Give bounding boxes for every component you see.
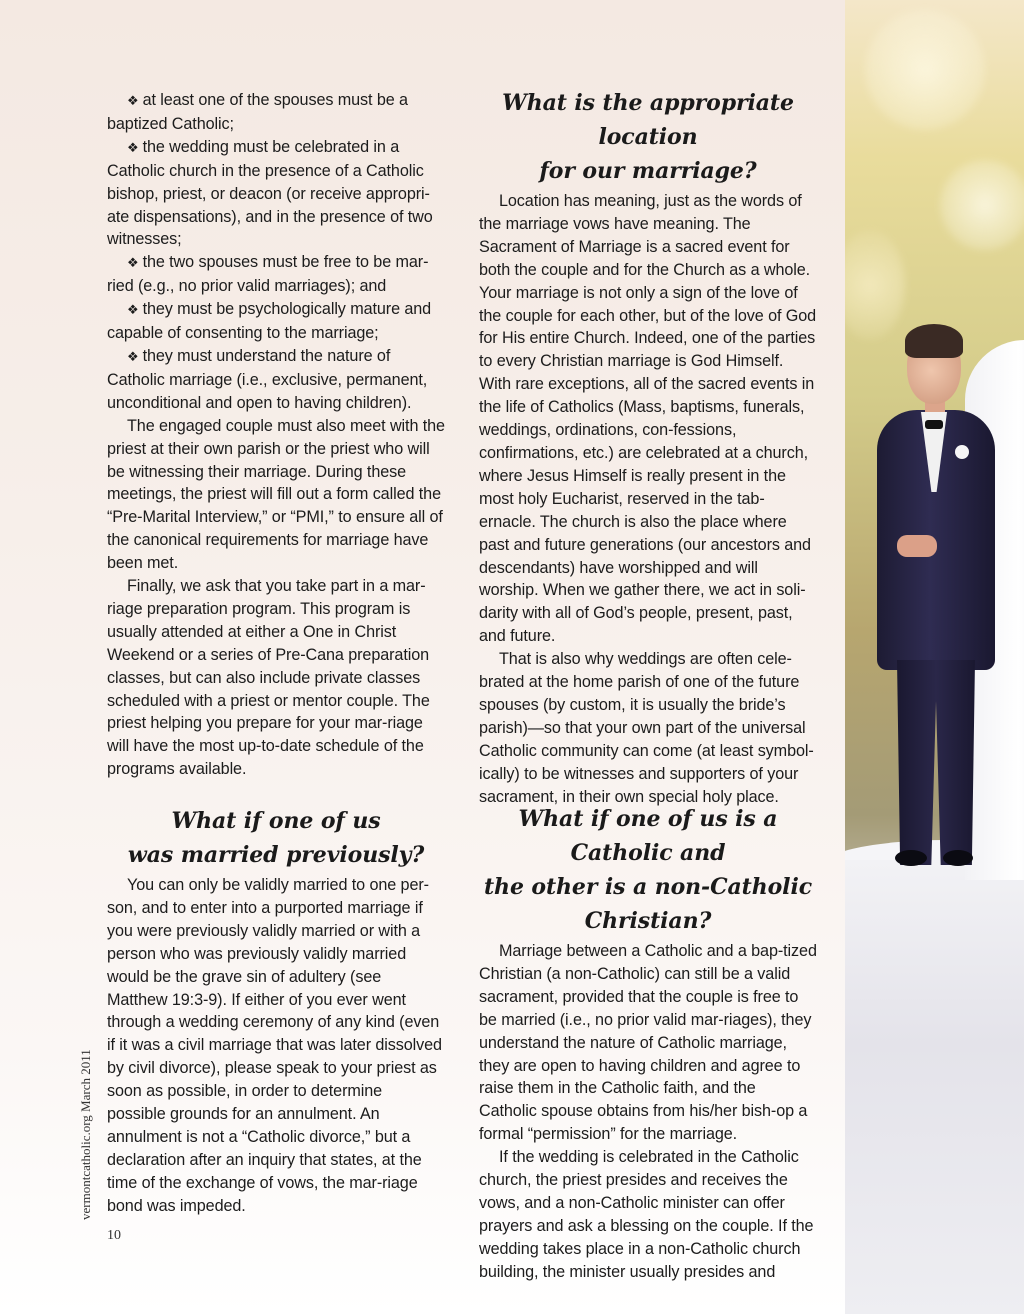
- groom-hair: [905, 324, 963, 358]
- requirement-item: [107, 136, 445, 252]
- diamond-bullet-icon: ❖: [127, 139, 139, 155]
- groom-shoe: [943, 850, 973, 866]
- requirement-item: [107, 251, 445, 298]
- heading-line: What if one of us is a Catholic and: [518, 806, 778, 866]
- bokeh-light: [865, 10, 985, 130]
- requirement-text: they must understand the nature of Catholic marriage (i.e., exclusive, permanent, unconditional and open to having children).: [107, 346, 428, 412]
- wedding-cake-topper-photo: [845, 0, 1024, 1314]
- left-column-requirements: [107, 89, 445, 781]
- requirement-text: they must be psychologically mature and capable of consenting to the marriage;: [107, 300, 432, 343]
- heading-line: the other is a non-Catholic Christian?: [483, 874, 812, 934]
- publication-footer: vermontcatholic.org March 2011: [78, 1049, 93, 1220]
- bokeh-light: [845, 230, 905, 340]
- groom-hand: [897, 535, 937, 557]
- section-heading: [479, 802, 817, 938]
- diamond-bullet-icon: ❖: [127, 302, 139, 318]
- requirement-text: the two spouses must be free to be mar-ried (e.g., no prior valid marriages); and: [107, 253, 429, 296]
- body-paragraph: That is also why weddings are often cele-brated at the home parish of one of the future spouses (by custom, it is usually the bride’s parish)—so that your own part of the universal Catholic community can come (at least symbol-ically) to be witnesses and supporters of your sacrament, in their own special holy place.: [479, 650, 814, 806]
- body-paragraph: Location has meaning, just as the words of the marriage vows have meaning. The Sacrament of Marriage is a sacred event for both the couple and for the Church as a whole. Your marriage is not only a sign of the love of the couple for each other, but of the love of God for His entire Church. Indeed, one of the parties to every Christian marriage is God Himself. With rare exceptions, all of the sacred events in the life of Catholics (Mass, baptisms, funerals, weddings, ordinations, con-fessions, confirmations, etc.) are celebrated at a church, where Jesus Himself is really present in the most holy Eucharist, reserved in the tab-ernacle. The church is also the place where past and future generations (our ancestors and descendants) have worshipped and will worship. When we gather there, we act in soli-darity with all of God’s people, present, past, and future.: [479, 192, 817, 646]
- heading-line: What is the appropriate location: [502, 90, 794, 150]
- groom-trousers: [897, 660, 975, 865]
- requirement-item: [107, 89, 445, 136]
- right-column-location: [479, 86, 817, 808]
- body-paragraph: Marriage between a Catholic and a bap-tized Christian (a non-Catholic) can still be a valid sacrament, provided that the couple is free to be married (i.e., no prior valid mar-riages), they understand the nature of Catholic marriage, they are open to having children and agree to raise them in the Catholic faith, and the Catholic spouse obtains from his/her bish-op a formal “permission” for the marriage.: [479, 942, 817, 1144]
- heading-line: What if one of us: [171, 808, 381, 834]
- page-number: 10: [107, 1228, 121, 1243]
- section-heading: [107, 804, 445, 872]
- section-heading: [479, 86, 817, 188]
- bokeh-light: [940, 160, 1024, 250]
- requirement-text: at least one of the spouses must be a baptized Catholic;: [107, 91, 408, 133]
- diamond-bullet-icon: ❖: [127, 93, 139, 108]
- groom-shoe: [895, 850, 927, 866]
- body-paragraph: Finally, we ask that you take part in a mar-riage preparation program. This program is usually attended at either a One in Christ Weekend or a series of Pre-Cana preparation classes, but can also include private classes scheduled with a priest or mentor couple. The priest helping you prepare for your mar-riage will have the most up-to-date schedule of the programs available.: [107, 577, 430, 779]
- heading-line: was married previously?: [127, 842, 425, 868]
- requirement-item: [107, 345, 445, 415]
- bow-tie: [925, 420, 943, 429]
- cake-tier: [845, 860, 1024, 1314]
- requirement-text: the wedding must be celebrated in a Catholic church in the presence of a Catholic bishop, priest, or deacon (or receive appropri-ate dispensations), and in the presence of two witnesses;: [107, 137, 433, 249]
- left-column-previous-marriage: [107, 804, 445, 1218]
- diamond-bullet-icon: ❖: [127, 348, 139, 364]
- body-paragraph: The engaged couple must also meet with the priest at their own parish or the priest who will be witnessing their marriage. During these meetings, the priest will fill out a form called the “Pre-Marital Interview,” or “PMI,” to ensure all of the canonical requirements for marriage have been met.: [107, 416, 445, 573]
- diamond-bullet-icon: ❖: [127, 255, 139, 271]
- body-paragraph: You can only be validly married to one per-son, and to enter into a purported marriage if you were previously validly married or with a person who was previously validly married would be the grave sin of adultery (see Matthew 19:3-9). If either of you ever went through a wedding ceremony of any kind (even if it was a civil marriage that was later dissolved by civil divorce), please speak to your priest as soon as possible, in order to determine possible grounds for an annulment. An annulment is not a “Catholic divorce,” but a declaration after an inquiry that states, at the time of the exchange of vows, the mar-riage bond was impeded.: [107, 876, 442, 1215]
- right-column-mixed-marriage: [479, 802, 817, 1284]
- heading-line: for our marriage?: [539, 158, 757, 184]
- body-paragraph: If the wedding is celebrated in the Catholic church, the priest presides and receives the vows, and a non-Catholic minister can offer prayers and ask a blessing on the couple. If the wedding takes place in a non-Catholic church building, the minister usually presides and: [479, 1148, 814, 1281]
- requirement-item: [107, 298, 445, 345]
- boutonniere: [955, 445, 969, 459]
